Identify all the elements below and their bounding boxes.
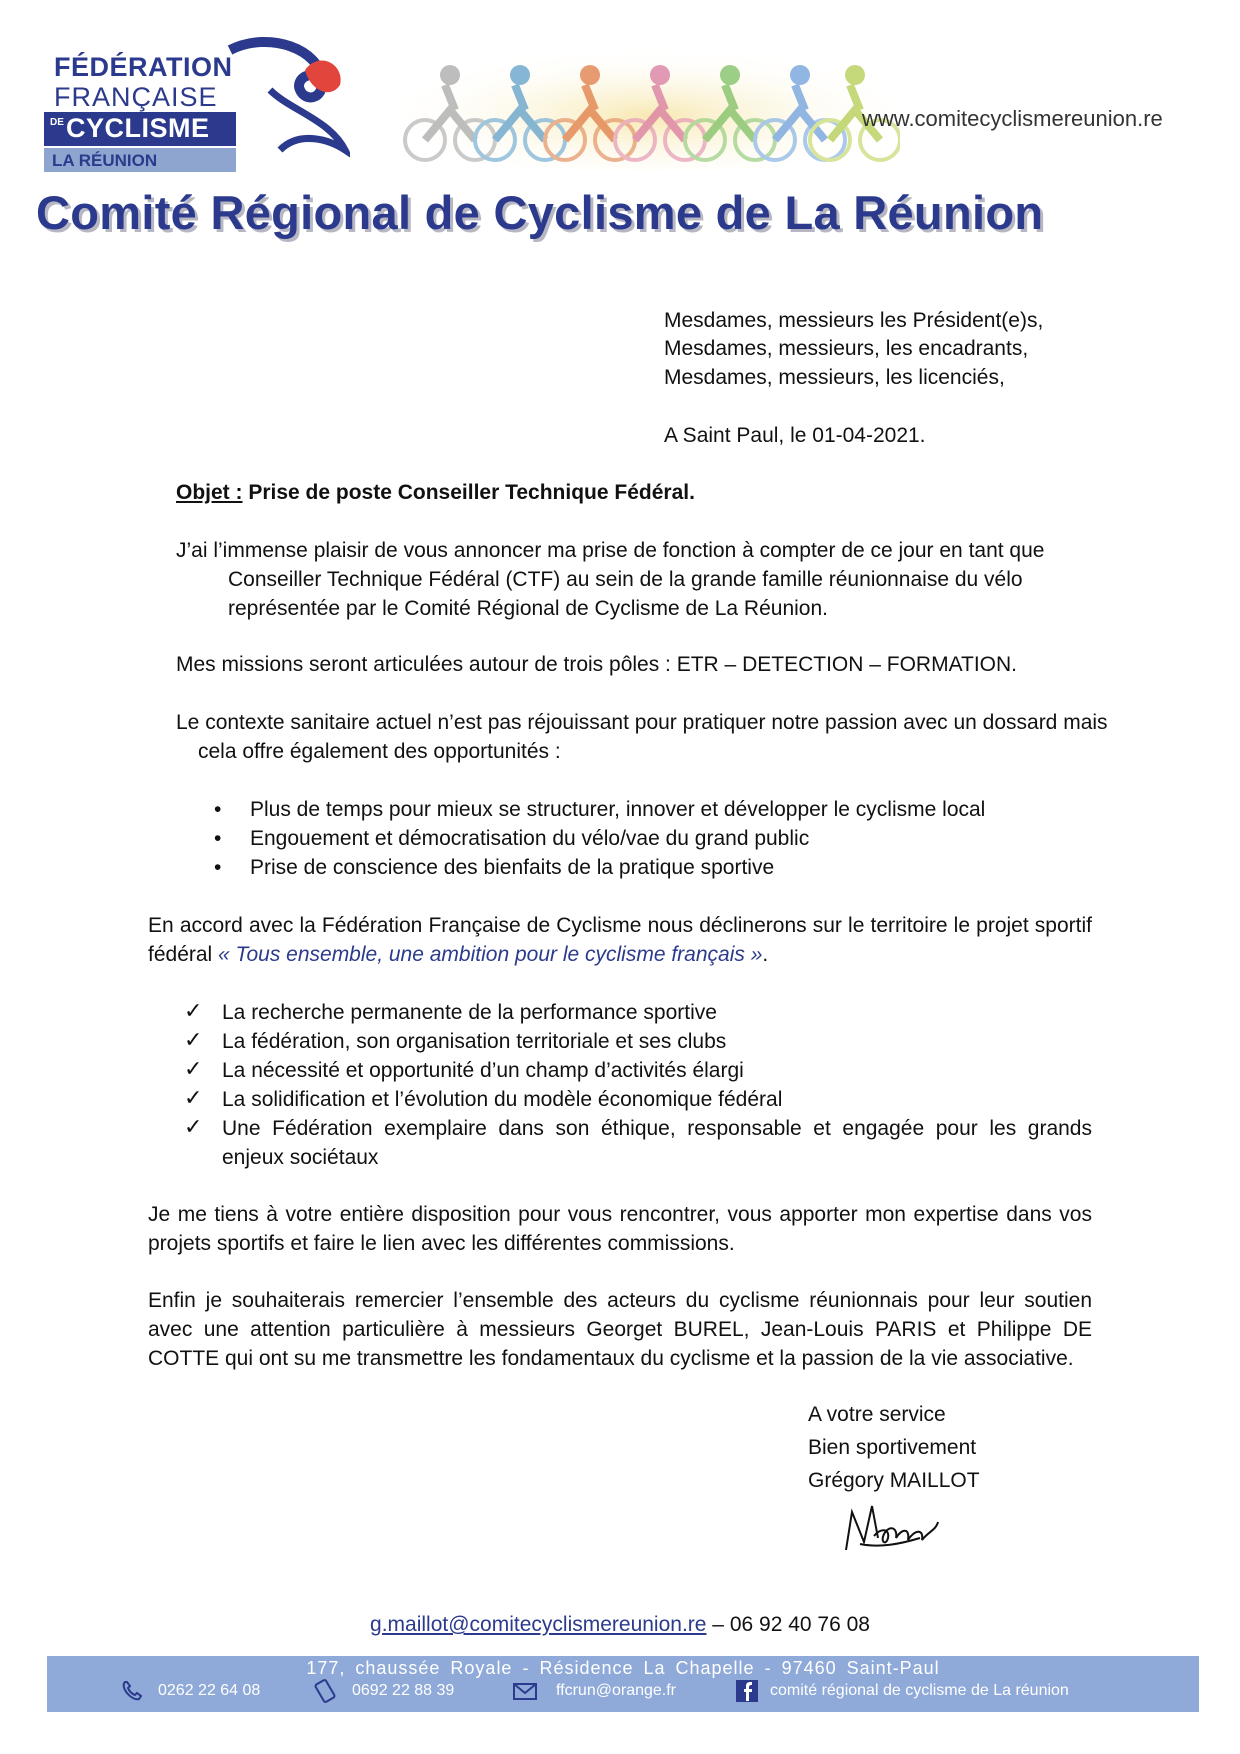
- place-date: A Saint Paul, le 01-04-2021.: [664, 424, 926, 447]
- cyclists-banner-illustration: [400, 40, 900, 170]
- paragraph-missions: Mes missions seront articulées autour de trois pôles : ETR – DETECTION – FORMATION.: [176, 653, 1018, 676]
- subject-line: [176, 478, 695, 507]
- facebook-icon: [734, 1679, 760, 1703]
- phone-icon: [120, 1679, 146, 1703]
- closing-line: Bien sportivement: [808, 1436, 977, 1459]
- check-item: La fédération, son organisation territoriale et ses clubs: [222, 1030, 727, 1053]
- federal-project-text: En accord avec la Fédération Française de Cyclisme nous déclinerons sur le territoire le projet sportif fédéral: [148, 914, 1092, 966]
- closing-line: A votre service: [808, 1403, 946, 1426]
- subject-label: Objet :: [176, 481, 243, 504]
- footer-facebook: comité régional de cyclisme de La réunion: [770, 1682, 1069, 1699]
- logo-text-cyclisme: CYCLISME: [66, 113, 210, 143]
- logo-text-francaise: FRANÇAISE: [54, 82, 218, 112]
- email-icon: [512, 1679, 538, 1703]
- bullet-icon: •: [214, 856, 222, 879]
- handwritten-signature: [840, 1498, 950, 1558]
- checkmark-icon: ✓: [184, 998, 203, 1023]
- checkmark-icon: ✓: [184, 1085, 203, 1110]
- recipient-line: Mesdames, messieurs, les licenciés,: [664, 366, 1005, 389]
- footer-address: 177, chaussée Royale - Résidence La Chapelle - 97460 Saint-Paul: [306, 1658, 940, 1678]
- paragraph-intro: J’ai l’immense plaisir de vous annoncer ma prise de fonction à compter de ce jour en tant que Conseiller Technique Fédéral (CTF) au sein de la grande famille réunionnaise du vélo représentée par le Comité Régional de Cyclisme de La Réunion.: [176, 539, 1045, 620]
- check-item: La solidification et l’évolution du modèle économique fédéral: [222, 1088, 783, 1111]
- page-title: Comité Régional de Cyclisme de La Réunion: [36, 186, 1044, 239]
- contact-separator: –: [706, 1613, 730, 1636]
- recipient-line: Mesdames, messieurs, les encadrants,: [664, 337, 1029, 360]
- ffc-logo: [40, 30, 350, 180]
- footer-email: ffcrun@orange.fr: [556, 1682, 677, 1699]
- checkmark-icon: ✓: [184, 1056, 203, 1081]
- paragraph-federal-project: [148, 911, 1092, 969]
- footer-phone-mobile: 0692 22 88 39: [352, 1682, 455, 1699]
- bullet-item: Engouement et démocratisation du vélo/vae du grand public: [250, 827, 810, 850]
- federal-project-end: .: [762, 943, 769, 966]
- signatory-name: Grégory MAILLOT: [808, 1469, 980, 1492]
- paragraph-context: Le contexte sanitaire actuel n’est pas réjouissant pour pratiquer notre passion avec un dossard mais cela offre également des opportunités :: [176, 711, 1108, 763]
- paragraph-thanks: Enfin je souhaiterais remercier l’ensemble des acteurs du cyclisme réunionnais pour leur soutien avec une attention particulière à messieurs Georget BUREL, Jean-Louis PARIS et Philippe DE COTTE qui ont su me transmettre les fondamentaux du cyclisme et la passion de la vie associative.: [148, 1289, 1092, 1370]
- logo-text-federation: FÉDÉRATION: [54, 52, 233, 82]
- check-item: Une Fédération exemplaire dans son éthique, responsable et engagée pour les grands enjeux sociétaux: [222, 1117, 1092, 1169]
- federal-project-slogan: « Tous ensemble, une ambition pour le cyclisme français »: [218, 943, 763, 966]
- contact-phone: 06 92 40 76 08: [729, 1613, 870, 1636]
- bullet-item: Prise de conscience des bienfaits de la pratique sportive: [250, 856, 775, 879]
- check-item: La recherche permanente de la performance sportive: [222, 1001, 717, 1024]
- check-item: La nécessité et opportunité d’un champ d’activités élargi: [222, 1059, 744, 1082]
- checkmark-icon: ✓: [184, 1114, 203, 1139]
- logo-text-la-reunion: LA RÉUNION: [52, 151, 158, 170]
- contact-line: [0, 1610, 1240, 1639]
- checkmark-icon: ✓: [184, 1027, 203, 1052]
- logo-text-de: DE: [50, 117, 64, 128]
- mobile-phone-icon: [312, 1679, 338, 1703]
- footer-phone-landline: 0262 22 64 08: [158, 1682, 261, 1699]
- subject-text: Prise de poste Conseiller Technique Fédéral.: [242, 481, 695, 504]
- paragraph-availability: Je me tiens à votre entière disposition pour vous rencontrer, vous apporter mon expertise dans vos projets sportifs et faire le lien avec les différentes commissions.: [148, 1203, 1092, 1255]
- recipient-line: Mesdames, messieurs les Président(e)s,: [664, 309, 1044, 332]
- bullet-icon: •: [214, 827, 222, 850]
- contact-email-link[interactable]: g.maillot@comitecyclismereunion.re: [370, 1613, 707, 1636]
- bullet-item: Plus de temps pour mieux se structurer, innover et développer le cyclisme local: [250, 798, 986, 821]
- bullet-icon: •: [214, 798, 222, 821]
- website-url[interactable]: www.comitecyclismereunion.re: [862, 106, 1163, 131]
